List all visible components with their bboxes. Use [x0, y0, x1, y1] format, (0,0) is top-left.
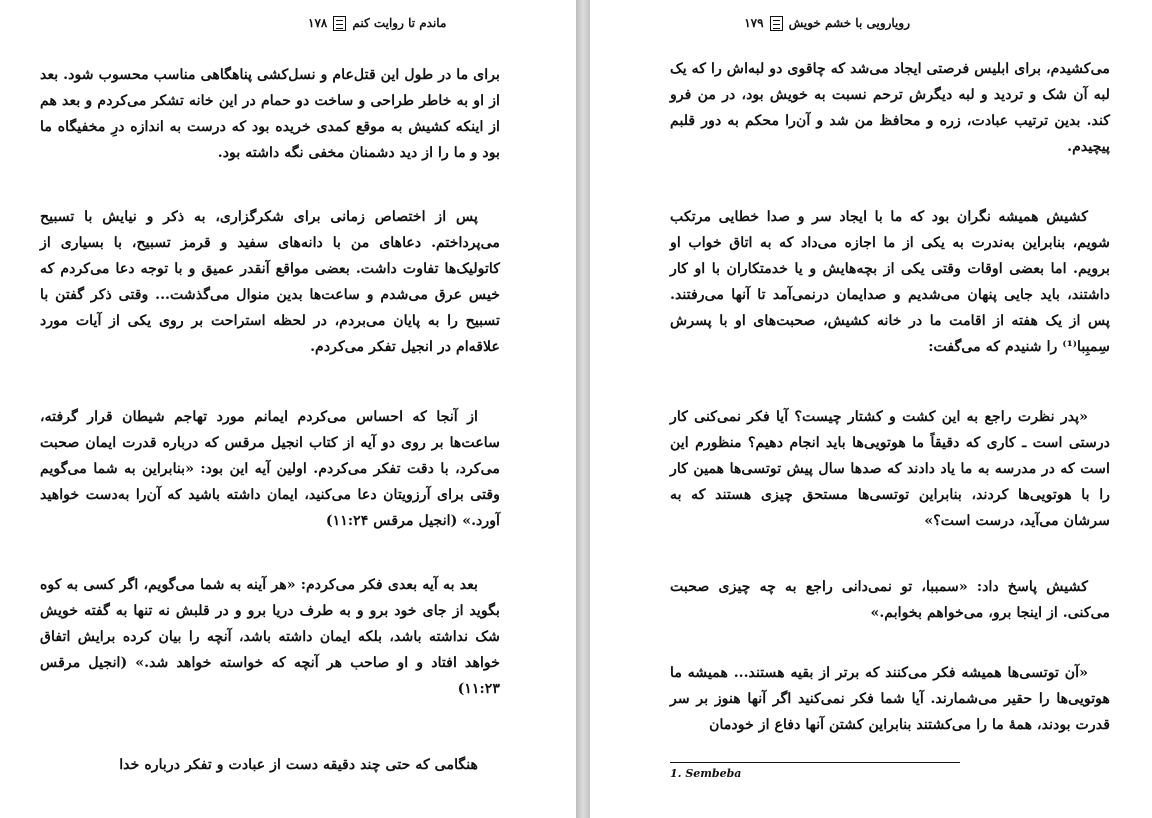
right-paragraph-5-block — [670, 660, 1110, 738]
right-page-number: ۱۷۹ — [744, 16, 764, 30]
left-page-title: ماندم تا روایت کنم — [352, 16, 447, 30]
right-paragraph-2-block — [670, 204, 1110, 360]
left-paragraph-5-block — [40, 752, 500, 778]
book-icon — [770, 16, 783, 31]
right-paragraph-3-block — [670, 404, 1110, 534]
left-paragraph-2-block — [40, 204, 500, 360]
right-paragraph-5: «آن توتسی‌ها همیشه فکر می‌کنند که برتر از بقیه هستند... همیشه ما هوتویی‌ها را حقیر می‌شمارند. آیا شما فکر نمی‌کنید اگر آنها هنوز بر سر قدرت بودند، همهٔ ما را می‌کشتند بنابراین کشتن آنها دفاع از خودمان — [670, 665, 1110, 733]
footnote-rule — [670, 762, 960, 763]
left-paragraph-3-block — [40, 404, 500, 534]
left-paragraph-1-block — [40, 62, 500, 166]
left-paragraph-4: بعد به آیه بعدی فکر می‌کردم: «هر آینه به شما می‌گویم، اگر کسی به کوه بگوید از جای خود برو و به طرف دریا برو و در قلبش نه تنها به گفته خویش شک نداشته باشد، بلکه ایمان داشته باشد، آنچه را بیان کرده برایش اتفاق خواهد افتاد و او صاحب هر آنچه که خواسته خواهد شد.» (انجیل مرقس ۱۱:۲۳) — [40, 577, 500, 697]
left-paragraph-2: پس از اختصاص زمانی برای شکرگزاری، به ذکر و نیایش با تسبیح می‌پرداختم. دعاهای من با دانه‌های سفید و قرمز تسبیح، با بسیاری از کاتولیک‌ها تفاوت داشت. بعضی مواقع آنقدر عمیق و با توجه دعا می‌کردم که خیس عرق می‌شدم و ساعت‌ها بدین منوال می‌گذشت... وقتی ذکر گفتن با تسبیح را به پایان می‌بردم، در لحظه استراحت بر روی یکی از آیات مورد علاقه‌ام در انجیل تفکر می‌کردم. — [40, 209, 500, 355]
right-paragraph-2: کشیش همیشه نگران بود که ما با ایجاد سر و صدا خطایی مرتکب شویم، بنابراین به‌ندرت به یکی از ما اجازه می‌داد که به اتاق خواب او برویم. اما بعضی اوقات وقتی یکی از بچه‌هایش و یا خدمتکاران با او کار داشتند، باید جایی پنهان می‌شدیم و صدایمان درنمی‌آمد تا آنها می‌رفتند. پس از یک هفته از اقامت ما در خانه کشیش، صحبت‌های او با پسرش سِمبِبا⁽¹⁾ را شنیدم که می‌گفت: — [670, 209, 1110, 355]
footnote: 1. Sembeba — [670, 767, 742, 780]
left-page-header — [308, 12, 498, 34]
left-paragraph-3: از آنجا که احساس می‌کردم ایمانم مورد تهاجم شیطان قرار گرفته، ساعت‌ها بر روی دو آیه از کتاب انجیل مرقس که درباره قدرت ایمان صحبت می‌کرد، با دقت تفکر می‌کردم. اولین آیه این بود: «بنابراین به شما می‌گویم وقتی برای آرزویتان دعا می‌کنید، ایمان داشته باشید که آن‌را به‌دست خواهید آورد.» (انجیل مرقس ۱۱:۲۴) — [40, 409, 500, 529]
left-page-number: ۱۷۸ — [308, 16, 328, 30]
book-icon — [333, 16, 346, 31]
right-paragraph-4: کشیش پاسخ داد: «سمببا، تو نمی‌دانی راجع به چه چیزی صحبت می‌کنی. از اینجا برو، می‌خواهم بخوابم.» — [670, 579, 1110, 621]
left-paragraph-5: هنگامی که حتی چند دقیقه دست از عبادت و تفکر درباره خدا — [119, 757, 478, 773]
right-page — [590, 0, 1152, 818]
left-paragraph-1: برای ما در طول این قتل‌عام و نسل‌کشی پناهگاهی مناسب محسوب شود. بعد از او به خاطر طراحی و ساخت دو حمام در این خانه تشکر می‌کردم و بعد هم از اینکه کشیش به موقع کمدی خریده بود که درست به اندازه درِ مخفیگاه ما بود و ما را از دید دشمنان مخفی نگه داشته بود. — [40, 67, 500, 161]
right-page-header — [670, 12, 910, 34]
right-page-title: رویارویی با خشم خویش — [788, 16, 910, 30]
left-paragraph-4-block — [40, 572, 500, 702]
right-paragraph-1: می‌کشیدم، برای ابلیس فرصتی ایجاد می‌شد که چاقوی دو لبه‌اش را که یک لبه آن شک و تردید و لبه دیگرش ترحم نسبت به خویش بود، در من فرو کند. بدین ترتیب عبادت، زره و محافظ من شد و آن‌را محکم به دور قلبم پیچیدم. — [670, 61, 1110, 155]
right-paragraph-1-block — [670, 56, 1110, 160]
page-gutter — [576, 0, 590, 818]
right-paragraph-4-block — [670, 574, 1110, 626]
right-paragraph-3: «پدر نظرت راجع به این کشت و کشتار چیست؟ آیا فکر نمی‌کنی کار درستی است ـ کاری که دقیقاً ما هوتویی‌ها باید انجام دهیم؟ منظورم این است که در مدرسه به ما یاد دادند که صدها سال پیش توتسی‌ها همین کار را با هوتویی‌ها کردند، بنابراین توتسی‌ها مستحق چیزی هستند که به سرشان می‌آید، درست است؟» — [670, 409, 1110, 529]
